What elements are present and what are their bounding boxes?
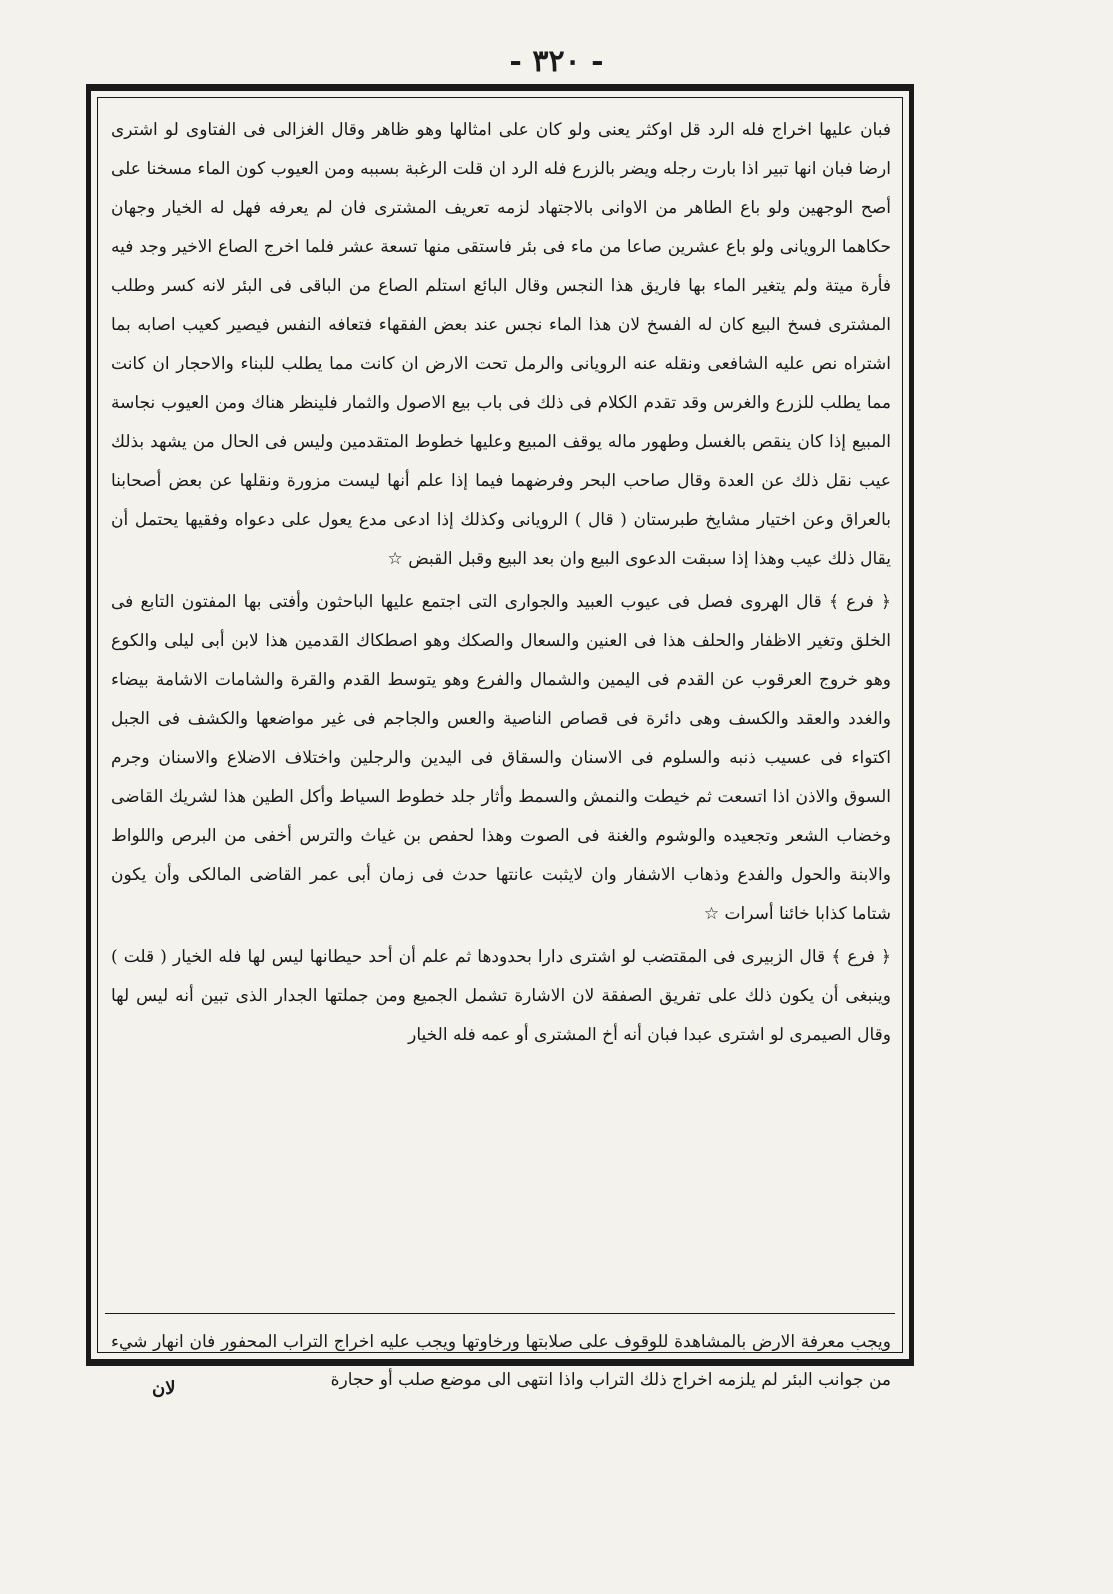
- page-number: - ٣٢٠ -: [509, 44, 604, 79]
- main-text: [111, 111, 891, 1055]
- footnote-divider: [105, 1313, 895, 1314]
- page-frame: [86, 84, 914, 1390]
- paragraph-1: فبان عليها اخراج فله الرد قل اوكثر يعنى ولو كان على امثالها وهو ظاهر وقال الغزالى فى الفتاوى لو اشترى ارضا فبان انها تبير اذا بارت رجله ويضر بالزرع فله الرد ان قلت الرغبة بسببه ومن العيوب كون الماء مسخنا على أصح الوجهين ولو باع الطاهر من الاوانى بالاجتهاد لزمه تعريف المشترى فان لم يعرفه فهل له الخيار وجهان حكاهما الرويانى ولو باع عشرين صاعا من ماء فى بئر فاستقى منها تسعة عشر فلما اخرج الصاع الاخير وجد فيه فأرة ميتة ولم يتغير الماء بها فاريق هذا النجس وقال البائع استلم الصاع من الباقى فى البئر لانه كسر وطلب المشترى فسخ البيع كان له الفسخ لان هذا الماء نجس عند بعض الفقهاء فتعافه النفس فيصير كعيب اصابه بما اشتراه نص عليه الشافعى ونقله عنه الرويانى والرمل تحت الارض ان كانت مما يطلب للبناء والاحجار ان كانت مما يطلب للزرع والغرس وقد تقدم الكلام فى ذلك فى باب بيع الاصول والثمار فلينظر هناك ومن العيوب نجاسة المبيع إذا كان ينقص بالغسل وطهور ماله يوقف المبيع وعليها خطوط المتقدمين وليس فى الحال من يشهد بذلك عيب نقل ذلك عن العدة وقال صاحب البحر وفرضهما فيما إذا علم أنها ليست مزورة ونقلها عن بعض أصحابنا بالعراق وعن اختيار مشايخ طبرستان ( قال ) الرويانى وكذلك إذا ادعى مدع يعول على دعواه وفقيها يحتمل أن يقال ذلك عيب وهذا إذا سبقت الدعوى البيع وان بعد البيع وقبل القبض ☆: [111, 120, 892, 569]
- paragraph-2-far3: ﴿ فرع ﴾ قال الهروى فصل فى عيوب العبيد والجوارى التى اجتمع عليها الباحثون وأفتى بها المفتون التابع فى الخلق وتغير الاظفار والحلف هذا فى العنين والسعال والصكك وهو اصطكاك القدمين هذا لابن أبى ليلى والكوع وهو خروج العرقوب عن القدم فى اليمين والشمال والفرع وهو يتوسط القدم والقرة والشامات الاشامة بيضاء والغدد والعقد والكسف وهى دائرة فى قصاص الناصية والعس والجاجم فى غير مواضعها والكشف فى الجبل اكتواء فى عسيب ذنبه والسلوم فى الاسنان والسقاق فى اليدين والرجلين واختلاف الاضلاع والاسنان وجرم السوق والاذن اذا اتسعت ثم خيطت والنمش والسمط وأثار جلد خطوط السياط وأكل الطين هذا لشريك القاضى وخضاب الشعر وتجعيده والوشوم والغنة فى الصوت وهذا لحفص بن غياث والترس أخفى من البرص واللواط والابنة والحول والفدع وذهاب الاشفار وان لايثبت عانتها حدث فى زمان أبى عمر القاضى المالكى وأن يكون شتاما كذابا خائنا أسرات ☆: [111, 592, 891, 924]
- footnote-text: ويجب معرفة الارض بالمشاهدة للوقوف على صلابتها ورخاوتها ويجب عليه اخراج التراب المحفور فان انهار شيء من جوانب البئر لم يلزمه اخراج ذلك التراب واذا انتهى الى موضع صلب أو حجارة: [111, 1332, 891, 1390]
- catchword: لان: [152, 1378, 176, 1399]
- paragraph-3-far3: ﴿ فرع ﴾ قال الزبيرى فى المقتضب لو اشترى دارا بحدودها ثم علم أن أحد حيطانها ليس لها فله الخيار ( قلت ) وينبغى أن يكون ذلك على تفريق الصفقة لان الاشارة تشمل الجميع ومن جملتها الجدار الذى تبين أنه ليس لها وقال الصيمرى لو اشترى عبدا فبان أنه أخ المشترى أو عمه فله الخيار: [111, 947, 891, 1045]
